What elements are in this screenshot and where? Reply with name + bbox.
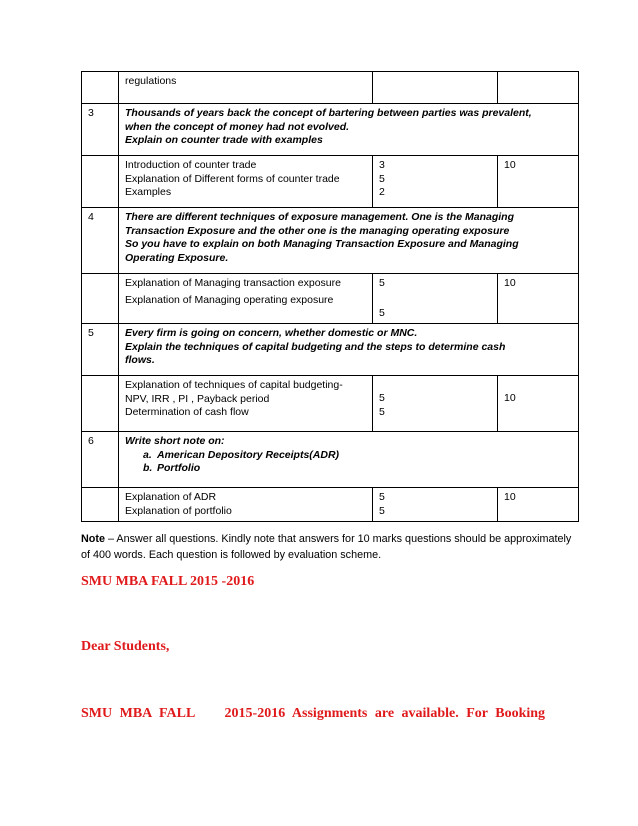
table-row [82,274,579,324]
total-cell: 10 [498,274,579,324]
marks-cell [373,72,498,104]
question-number: 5 [82,324,119,376]
criteria-line: Explanation of Managing operating exposure [125,293,334,306]
question-number-cell [82,72,119,104]
mark-value: 5 [379,405,385,418]
mark-value: 5 [379,504,385,517]
criteria-line: NPV, IRR , PI , Payback period [125,392,270,405]
criteria-cell [119,156,373,208]
table-row [82,432,579,488]
mark-value: 5 [379,306,385,319]
question-text [119,432,579,488]
question-line: Explain the techniques of capital budgeting and the steps to determine cash [125,340,506,353]
mark-value: 5 [379,277,385,289]
question-line: Operating Exposure. [125,251,229,264]
total-cell: 10 [498,376,579,432]
question-text [119,324,579,376]
list-item [125,462,572,476]
criteria-line: Examples [125,186,172,198]
marks-cell [373,156,498,208]
table-row [82,208,579,274]
question-number-cell [82,376,119,432]
question-line: when the concept of money had not evolved. [125,120,350,133]
mark-value: 2 [379,186,385,198]
question-number-cell [82,488,119,522]
question-line: So you have to explain on both Managing Transaction Exposure and Managing [125,238,519,250]
mark-value: 5 [379,392,385,404]
total-cell: 10 [498,488,579,522]
criteria-line: Determination of cash flow [125,406,249,418]
question-line: Every firm is going on concern, whether domestic or MNC. [125,327,418,339]
table-row [82,156,579,208]
criteria-line: Explanation of portfolio [125,504,232,517]
list-item [125,449,572,463]
criteria-line: Explanation of ADR [125,491,217,503]
criteria-line: Explanation of Managing transaction exposure [125,277,341,289]
question-line: Transaction Exposure and the other one is the managing operating exposure [125,224,510,237]
total-cell [498,72,579,104]
promo-banner: SMU MBA FALL 2015-2016 Assignments are available. For Booking [81,706,546,721]
question-number: 4 [82,208,119,274]
table-row [82,376,579,432]
question-number: 3 [82,104,119,156]
list-item-label: b. [143,462,153,474]
note-text: – Answer all questions. Kindly note that answers for 10 marks questions should be approximately of 400 words. Each question is followed by evaluation scheme. [81,533,572,561]
criteria-cell [119,274,373,324]
question-number-cell [82,156,119,208]
list-item-text: Portfolio [157,462,201,474]
question-line: Explain on counter trade with examples [125,134,323,146]
evaluation-table [81,71,579,522]
table-row [82,324,579,376]
mark-value: 3 [379,159,385,171]
criteria-line: Introduction of counter trade [125,159,257,171]
list-item-text: American Depository Receipts(ADR) [157,448,340,461]
table-row [82,104,579,156]
table-row [82,488,579,522]
marks-cell [373,376,498,432]
marks-cell [373,274,498,324]
marks-cell [373,488,498,522]
question-number-cell [82,274,119,324]
note-paragraph [81,531,578,563]
question-number: 6 [82,432,119,488]
total-cell: 10 [498,156,579,208]
criteria-cell [119,488,373,522]
criteria-line: Explanation of Different forms of counter trade [125,172,340,185]
criteria-cell: regulations [119,72,373,104]
note-label: Note [81,533,105,545]
criteria-cell [119,376,373,432]
question-title: Write short note on: [125,435,225,447]
question-line: Thousands of years back the concept of bartering between parties was prevalent, [125,107,532,119]
question-text [119,208,579,274]
mark-value: 5 [379,491,385,503]
question-text [119,104,579,156]
promo-greeting: Dear Students, [81,639,170,654]
criteria-line: Explanation of techniques of capital budgeting- [125,379,343,391]
question-line: There are different techniques of exposure management. One is the Managing [125,211,514,223]
table-row [82,72,579,104]
question-line: flows. [125,354,155,366]
mark-value: 5 [379,172,385,185]
promo-heading: SMU MBA FALL 2015 -2016 [81,574,255,589]
list-item-label: a. [143,448,152,461]
